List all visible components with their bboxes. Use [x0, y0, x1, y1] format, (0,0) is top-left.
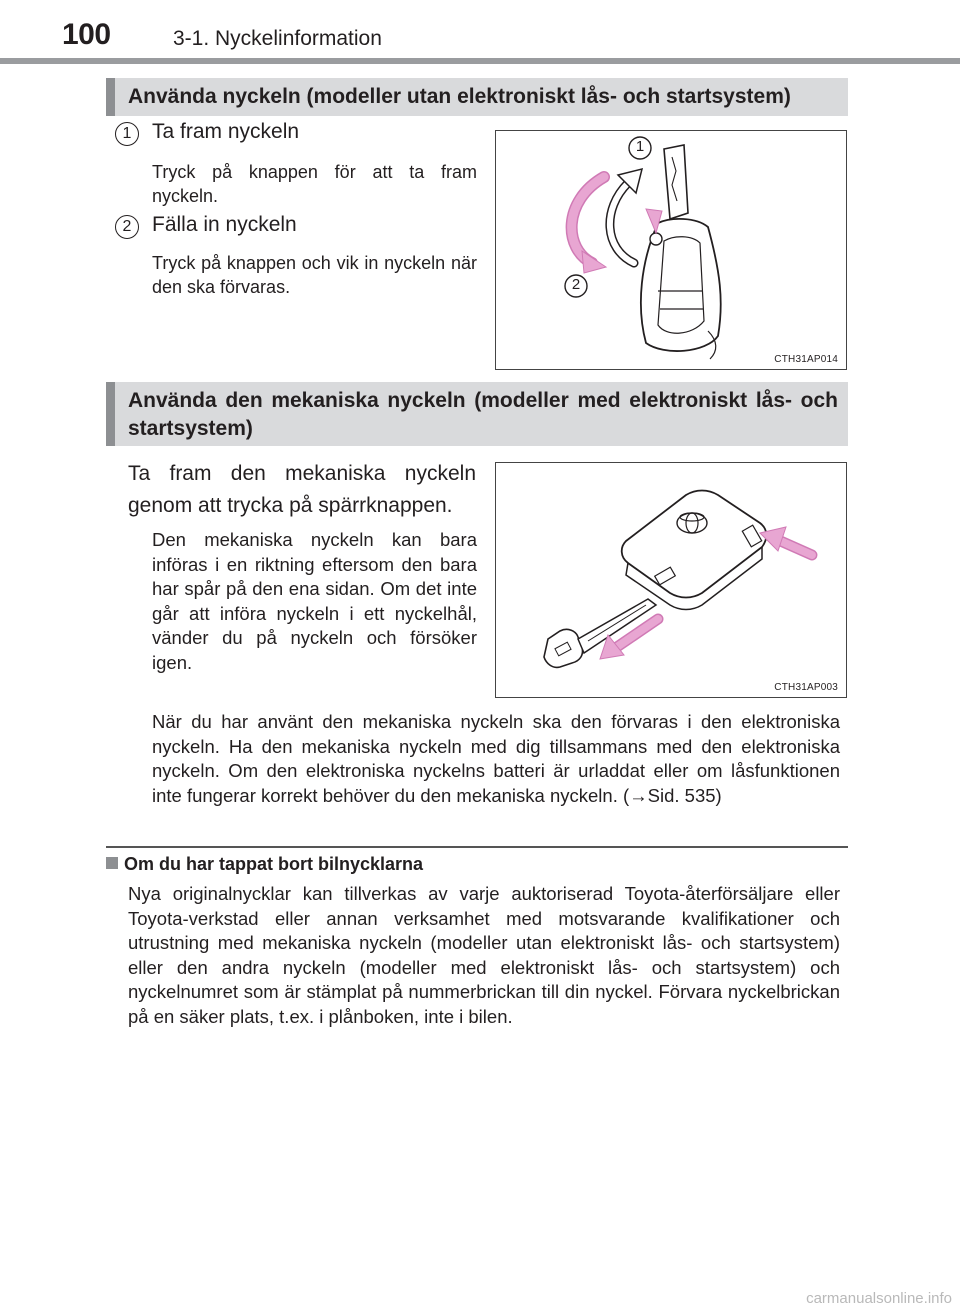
step-title-1: Ta fram nyckeln [152, 120, 300, 143]
step-badge-2: 2 [115, 215, 139, 239]
section-title: 3-1. Nyckelinformation [173, 27, 382, 50]
note-text: Nya originalnycklar kan tillverkas av varje auktoriserad Toyota-återförsäljare eller Toyota-verkstad eller annan verksamhet med motsvarande kvalifikationer och utrustning med mekaniska nyckeln (modeller utan elektroniskt lås- och startsystem) eller den andra nyckeln (modeller med elektroniskt lås- och startsystem) och nyckelnumret som är stämplat på nummerbrickan till din nyckel. Förvara nyckelbrickan på en säker plats, t.ex. i plånboken, inte i bilen. [128, 883, 840, 1027]
note-square-icon [106, 857, 118, 869]
body-text-2-main: När du har använt den mekaniska nyckeln ska den förvaras i den elektroniska nyckeln. Ha den mekaniska nyckeln med dig tillsammans med den elektroniska nyckeln. Om den elektroniska nyckelns batteri är urladdat eller om låsfunktionen inte fungerar korrekt behöver du den mekaniska nyckeln. ( [152, 711, 840, 806]
step-text-2: Tryck på knappen och vik in nyckeln när den ska förvaras. [152, 253, 477, 297]
callout-2: 2 [571, 276, 581, 293]
body-text-2-end: ) [715, 784, 722, 806]
step-badge-1: 1 [115, 122, 139, 146]
page-reference-link[interactable]: Sid. 535 [647, 784, 716, 806]
section-heading-1: Använda nyckeln (modeller utan elektroniskt lås- och startsystem) [106, 78, 848, 116]
figure-code-1: CTH31AP014 [774, 354, 838, 365]
page-number: 100 [62, 18, 111, 51]
note-heading-text: Om du har tappat bort bilnycklarna [124, 854, 424, 874]
step-text-1: Tryck på knappen för att ta fram nyckeln. [152, 162, 477, 206]
page-ref-arrow-icon: → [629, 784, 648, 806]
body-text-1: Den mekaniska nyckeln kan bara införas i en riktning eftersom den bara har spår på den ena sidan. Om det inte går att införa nyckeln i ett nyckelhål, vänder du på nyckeln och försöker igen. [152, 529, 477, 673]
figure-mechanical-key [495, 462, 847, 698]
figure-code-2: CTH31AP003 [774, 682, 838, 693]
body-text-2 [152, 710, 840, 808]
watermark: carmanualsonline.info [806, 1290, 952, 1307]
section-heading-2: Använda den mekaniska nyckeln (modeller med elektroniskt lås- och startsystem) [106, 382, 848, 446]
lead-text: Ta fram den mekaniska nyckeln genom att trycka på spärrknappen. [128, 462, 476, 517]
callout-1: 1 [635, 138, 645, 155]
step-title-2: Fälla in nyckeln [152, 213, 297, 236]
note-heading [106, 854, 423, 875]
figure-key-fold [495, 130, 847, 370]
header-rule [0, 58, 960, 64]
divider [106, 846, 848, 848]
